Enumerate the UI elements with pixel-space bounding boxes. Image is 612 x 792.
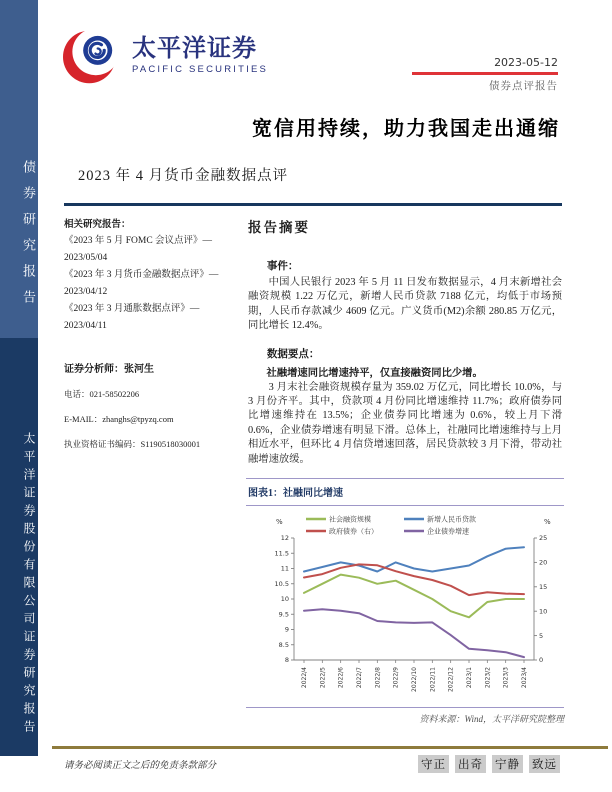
sidebar-top-label: 债券研究报告 — [21, 160, 36, 316]
header-meta — [358, 56, 558, 93]
data-points-subheading: 社融增速同比增速持平，仅直接融资同比少增。 — [266, 367, 483, 379]
svg-text:2023/4: 2023/4 — [521, 667, 528, 689]
related-reports-heading: 相关研究报告： — [64, 220, 131, 230]
figure-1 — [246, 478, 564, 725]
analyst-license: 执业资格证书编码：S1190518030001 — [64, 438, 201, 449]
svg-text:社会融资规模: 社会融资规模 — [329, 515, 371, 524]
related-report-item: 《2023 年 3 月货币金融数据点评》—2023/04/12 — [64, 270, 219, 298]
title-divider — [64, 203, 562, 206]
svg-text:%: % — [544, 518, 551, 526]
event-heading: 事件： — [266, 261, 299, 272]
svg-text:2022/5: 2022/5 — [319, 667, 327, 689]
svg-text:9.5: 9.5 — [278, 610, 289, 619]
red-divider — [412, 72, 558, 75]
analyst-phone: 电话：021-58502206 — [64, 388, 140, 399]
svg-text:新增人民币贷款: 新增人民币贷款 — [427, 515, 476, 524]
logo-text — [132, 37, 268, 75]
svg-text:2022/9: 2022/9 — [392, 667, 400, 689]
svg-text:20: 20 — [539, 558, 548, 567]
svg-text:2023/1: 2023/1 — [466, 667, 473, 689]
event-paragraph: 中国人民银行 2023 年 5 月 11 日发布数据显示，4 月末新增社会融资规模 1.22 万亿元，新增人民币贷款 7188 亿元，均低于市场预期，人民币存款减少 4609 亿元。广义货币(M2)余额 280.85 万亿元，同比增长 12.4%。 — [248, 277, 562, 332]
footer-disclaimer: 请务必阅读正文之后的免责条款部分 — [64, 761, 217, 771]
summary-column — [248, 216, 562, 477]
svg-text:15: 15 — [539, 583, 548, 591]
svg-text:政府债券（右）: 政府债券（右） — [329, 527, 378, 536]
figure-header — [246, 478, 564, 506]
sidebar-report-category — [0, 0, 38, 338]
svg-text:2023/3: 2023/3 — [502, 667, 510, 689]
chart-container — [246, 508, 564, 705]
svg-text:10.5: 10.5 — [274, 579, 289, 588]
svg-text:10: 10 — [539, 607, 548, 616]
motto-word: 致远 — [529, 755, 560, 773]
sidebar-company-strip — [0, 338, 38, 756]
footer-divider — [52, 746, 608, 749]
company-logo — [62, 26, 268, 86]
pacific-securities-logo-icon — [62, 26, 124, 86]
summary-heading: 报告摘要 — [248, 220, 310, 235]
analyst-email: E-MAIL：zhanghs@tpyzq.com — [64, 413, 174, 424]
content-columns — [64, 216, 562, 477]
svg-text:9: 9 — [284, 625, 289, 634]
report-type: 债券点评报告 — [489, 81, 558, 92]
svg-text:12: 12 — [280, 534, 289, 543]
brand-name-en: PACIFIC SECURITIES — [132, 64, 269, 75]
sidebar-bottom-label: 太平洋证券股份有限公司证券研究报告 — [22, 432, 36, 738]
motto-word: 守正 — [418, 755, 449, 773]
svg-text:8.5: 8.5 — [278, 640, 289, 649]
related-report-item: 《2023 年 3 月通胀数据点评》—2023/04/11 — [64, 304, 200, 332]
svg-text:2022/6: 2022/6 — [337, 667, 345, 689]
svg-text:2022/7: 2022/7 — [356, 667, 363, 689]
svg-text:5: 5 — [539, 631, 544, 640]
motto-word: 宁静 — [492, 755, 523, 773]
page-subtitle: 2023 年 4 月货币金融数据点评 — [78, 168, 289, 184]
svg-text:2022/8: 2022/8 — [374, 667, 382, 689]
svg-text:%: % — [276, 518, 283, 526]
svg-text:2023/2: 2023/2 — [484, 667, 492, 689]
figure-label: 图表1：社融同比增速 — [248, 488, 343, 499]
motto-word: 出奇 — [455, 755, 486, 773]
svg-text:8: 8 — [284, 656, 289, 665]
sofi-yoy-growth-line-chart — [246, 508, 564, 700]
analyst-heading: 证券分析师：张河生 — [64, 363, 154, 375]
svg-text:企业债券增速: 企业债券增速 — [427, 527, 469, 536]
svg-text:25: 25 — [539, 534, 548, 543]
related-reports-list — [64, 233, 238, 336]
svg-text:2022/4: 2022/4 — [301, 667, 308, 689]
svg-text:11.5: 11.5 — [274, 549, 289, 558]
brand-name-cn: 太平洋证券 — [132, 35, 257, 62]
svg-text:11: 11 — [280, 564, 289, 573]
svg-text:10: 10 — [280, 595, 289, 604]
report-date: 2023-05-12 — [494, 56, 558, 69]
svg-text:0: 0 — [539, 656, 544, 665]
left-info-column — [64, 216, 238, 477]
svg-text:2022/11: 2022/11 — [429, 667, 437, 692]
figure-source: 资料来源：Wind，太平洋研究院整理 — [246, 707, 564, 725]
page-title: 宽信用持续，助力我国走出通缩 — [252, 118, 560, 140]
data-points-heading: 数据要点： — [266, 348, 320, 360]
data-points-paragraph: 3 月末社会融资规模存量为 359.02 万亿元，同比增长 10.0%，与 3 月份齐平。其中，贷款项 4 月份同比增速维持 11.7%；政府债券同比增速维持在 13.5%；企业债券同比增速为 0.6%，较上月下滑 0.6%，企业债券增速有明显下滑。总体上，社融同比增速维持与上月相近水平，但环比 4 月信贷增速回落，居民贷款较 3 月下滑，带动社融增速放缓。 — [248, 381, 562, 465]
svg-text:2022/12: 2022/12 — [447, 667, 455, 692]
svg-text:2022/10: 2022/10 — [411, 667, 418, 692]
footer-motto — [412, 755, 560, 773]
related-report-item: 《2023 年 5 月 FOMC 会议点评》—2023/05/04 — [64, 236, 213, 264]
